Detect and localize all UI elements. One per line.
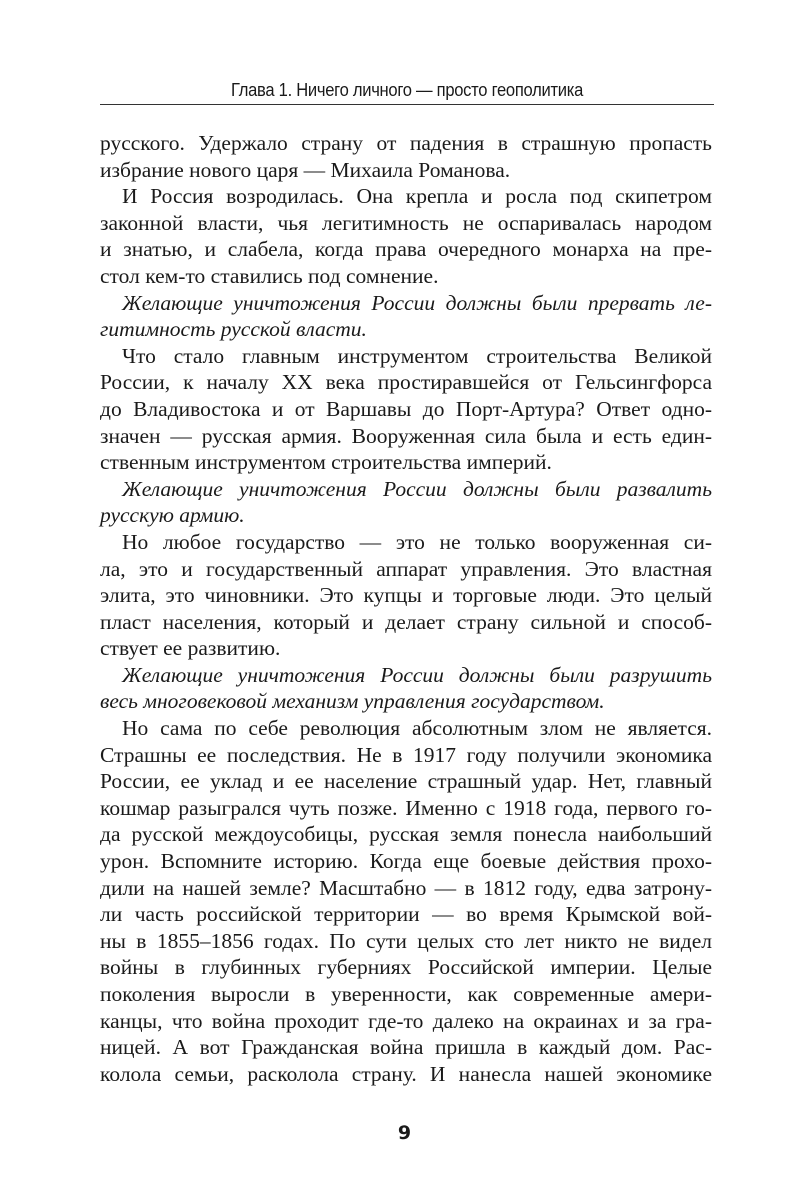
text-line: Но сама по себе революция абсолютным злом не является. [122,716,712,741]
text-line: да русской междоусобицы, русская земля понесла наибольший [100,822,712,847]
text-line: Страшны ее последствия. Не в 1917 году получили экономика [100,742,712,767]
text-line: русскую армию. [100,503,245,528]
text-line: Желающие уничтожения России должны были разрушить [122,662,712,687]
text-line: дили на нашей земле? Масштабно — в 1812 году, едва затрону- [100,875,712,900]
text-line: ны в 1855–1856 годах. По сути целых сто лет никто не видел [100,928,712,953]
text-line: стол кем-то ставились под сомнение. [100,263,439,288]
text-line: России, ее уклад и ее население страшный удар. Нет, главный [100,769,712,794]
header-rule [100,104,714,105]
text-line: ла, это и государственный аппарат управления. Это властная [100,556,712,581]
text-line: значен — русская армия. Вооруженная сила была и есть един- [100,423,712,448]
text-line: ственным инструментом строительства империй. [100,450,552,475]
text-line: И Россия возродилась. Она крепла и росла под скипетром [122,184,712,209]
text-line: весь многовековой механизм управления государством. [100,689,605,714]
text-line: канцы, что война проходит где-то далеко на окраинах и за гра- [100,1008,712,1033]
italic-paragraph [100,290,712,343]
text-line: элита, это чиновники. Это купцы и торговые люди. Это целый [100,583,712,608]
text-line: и знатью, и слабела, когда права очередного монарха на пре- [100,237,712,262]
text-line: кошмар разыгрался чуть позже. Именно с 1918 года, первого го- [100,795,712,820]
text-line: гитимность русской власти. [100,317,367,342]
paragraph [100,529,712,662]
text-line: Но любое государство — это не только вооруженная си- [122,529,712,554]
text-line: законной власти, чья легитимность не оспаривалась народом [100,210,712,235]
text-line: ницей. А вот Гражданская война пришла в каждый дом. Рас- [100,1035,712,1060]
paragraph [100,343,712,476]
text-line: до Владивостока и от Варшавы до Порт-Артура? Ответ одно- [100,396,712,421]
paragraph [100,130,712,183]
italic-paragraph [100,662,712,715]
text-line: ли часть российской территории — во время Крымской вой- [100,902,712,927]
text-line: колола семьи, расколола страну. И нанесла нашей экономике [100,1061,712,1086]
text-line: войны в глубинных губерниях Российской империи. Целые [100,955,712,980]
text-line: пласт населения, который и делает страну сильной и способ- [100,609,712,634]
italic-paragraph [100,476,712,529]
page-body [100,130,712,1087]
text-line: Желающие уничтожения России должны были развалить [122,476,712,501]
text-line: России, к началу XX века простиравшейся от Гельсингфорса [100,370,712,395]
text-line: ствует ее развитию. [100,636,281,661]
page-number: 9 [397,1122,412,1144]
text-line: Желающие уничтожения России должны были прервать ле- [122,290,712,315]
text-line: избрание нового царя — Михаила Романова. [100,157,511,182]
running-header: Глава 1. Ничего личного — просто геополитика [230,80,584,100]
paragraph [100,183,712,289]
text-line: русского. Удержало страну от падения в страшную пропасть [100,131,712,155]
text-line: Что стало главным инструментом строительства Великой [122,343,712,368]
paragraph [100,715,712,1087]
text-line: поколения выросли в уверенности, как современные амери- [100,982,712,1006]
text-line: урон. Вспомните историю. Когда еще боевые действия прохо- [100,849,712,874]
